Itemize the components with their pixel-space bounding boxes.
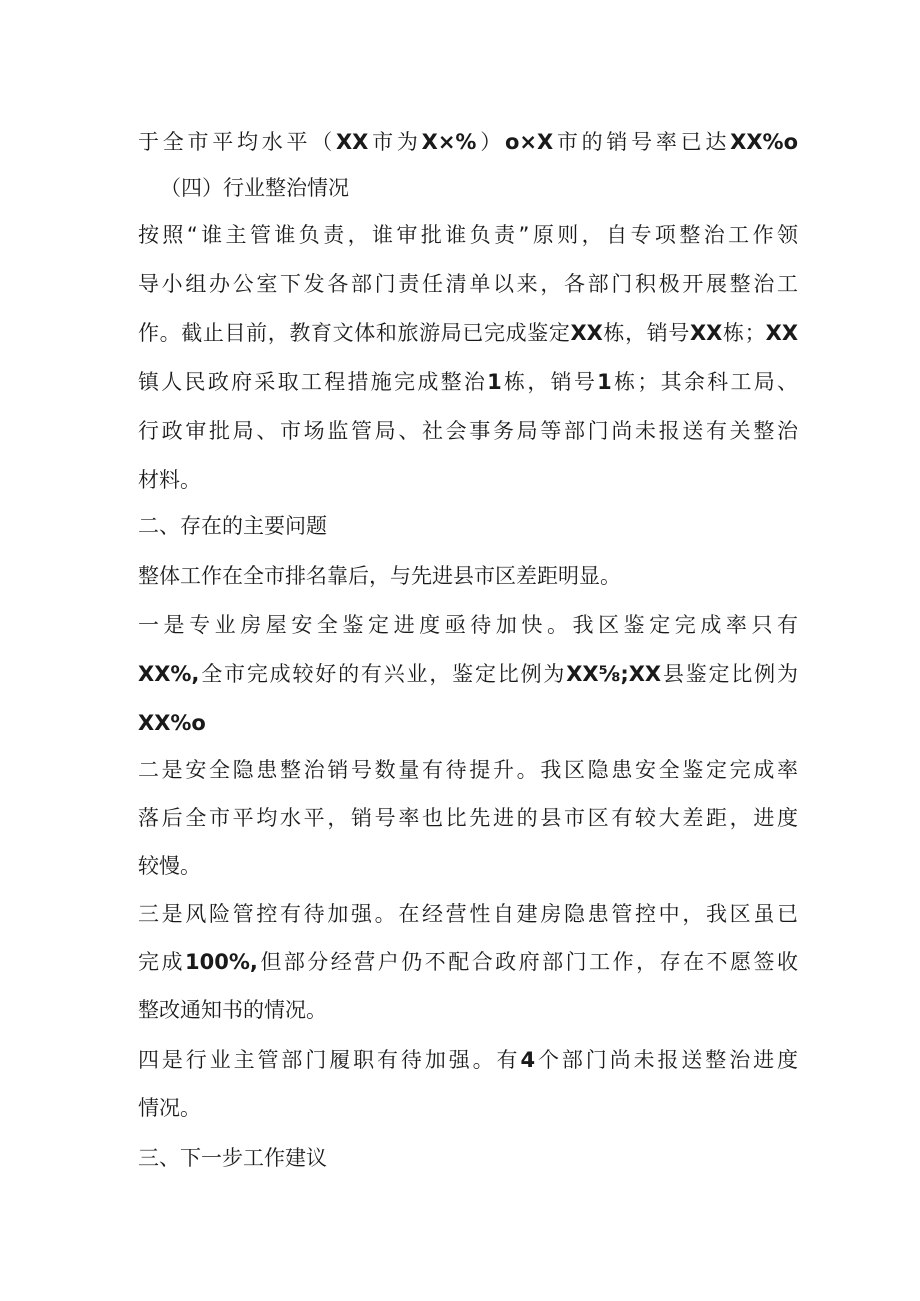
text-run-bold: 100%, bbox=[184, 950, 258, 974]
text-line bbox=[138, 269, 798, 299]
text-run: 材料。 bbox=[138, 468, 201, 492]
text-run: 三是风险管控有待加强。在经营性自建房隐患管控中，我区虽已 bbox=[138, 902, 798, 926]
text-line bbox=[138, 220, 798, 250]
text-run: 县鉴定比例为 bbox=[661, 662, 798, 686]
text-run-bold: 1 bbox=[487, 370, 502, 394]
text-run: 二、存在的主要问题 bbox=[138, 514, 327, 538]
text-run-bold: o×X bbox=[504, 130, 554, 154]
section-heading bbox=[138, 511, 798, 541]
text-run: 二是安全隐患整治销号数量有待提升。我区隐患安全鉴定完成率 bbox=[138, 758, 798, 782]
text-run: 市为 bbox=[368, 130, 422, 154]
text-run: 全市完成较好的有兴业，鉴定比例为 bbox=[199, 662, 567, 686]
text-run: 栋，销号 bbox=[602, 321, 690, 345]
text-run-bold: 1 bbox=[597, 370, 612, 394]
text-run-bold: XX bbox=[570, 321, 603, 345]
text-run: 完成 bbox=[138, 950, 185, 974]
text-line bbox=[138, 610, 798, 640]
section-heading bbox=[138, 1143, 798, 1173]
text-line bbox=[138, 1093, 798, 1123]
text-run-bold: XX bbox=[689, 321, 723, 345]
text-run-bold: XX%o bbox=[730, 130, 798, 154]
text-run: 整改通知书的情况。 bbox=[138, 998, 327, 1022]
text-run-bold: XX bbox=[765, 321, 798, 345]
text-run: 按照“谁主管谁负责，谁审批谁负责”原则，自专项整治工作领 bbox=[138, 223, 798, 247]
text-run: 整体工作在全市排名靠后，与先进县市区差距明显。 bbox=[138, 564, 621, 588]
text-line bbox=[138, 947, 798, 977]
text-run-bold: XX bbox=[335, 130, 369, 154]
text-run: 四是行业主管部门履职有待加强。有 bbox=[138, 1048, 521, 1072]
text-run-bold: 4 bbox=[520, 1048, 536, 1072]
text-line bbox=[138, 851, 798, 881]
text-run-bold: X×% bbox=[421, 130, 477, 154]
text-run: （四）行业整治情况 bbox=[160, 176, 349, 200]
text-run: 镇人民政府采取工程措施完成整治 bbox=[138, 370, 488, 394]
text-run: 市的销号率已达 bbox=[553, 130, 731, 154]
text-run: 导小组办公室下发各部门责任清单以来，各部门积极开展整治工 bbox=[138, 272, 798, 296]
text-line bbox=[138, 367, 798, 397]
text-run-bold: XX%, bbox=[138, 662, 200, 686]
text-run: 栋； bbox=[722, 321, 766, 345]
text-run: 但部分经营户仍不配合政府部门工作，存在不愿签收 bbox=[257, 950, 798, 974]
text-run: 一是专业房屋安全鉴定进度亟待加快。我区鉴定完成率只有 bbox=[138, 613, 798, 637]
text-run: ） bbox=[476, 130, 505, 154]
text-run: 落后全市平均水平，销号率也比先进的县市区有较大差距，进度 bbox=[138, 806, 798, 830]
text-line bbox=[138, 995, 798, 1025]
text-run: 栋；其余科工局、 bbox=[611, 370, 798, 394]
text-run-bold: XX⅝;XX bbox=[566, 662, 662, 686]
text-line bbox=[138, 416, 798, 446]
text-line bbox=[138, 465, 798, 495]
text-run: 作。截止目前，教育文体和旅游局已完成鉴定 bbox=[138, 321, 571, 345]
text-run: 行政审批局、市场监管局、社会事务局等部门尚未报送有关整治 bbox=[138, 419, 798, 443]
text-line bbox=[138, 1045, 798, 1075]
text-run: 于全市平均水平（ bbox=[138, 130, 336, 154]
text-line bbox=[138, 127, 798, 157]
text-run: 情况。 bbox=[138, 1096, 201, 1120]
text-line bbox=[138, 899, 798, 929]
text-run-bold: XX%o bbox=[138, 711, 206, 735]
text-run: 三、下一步工作建议 bbox=[138, 1146, 327, 1170]
text-line bbox=[138, 803, 798, 833]
text-run: 较慢。 bbox=[138, 854, 201, 878]
text-line bbox=[138, 755, 798, 785]
text-line bbox=[138, 659, 798, 689]
text-line bbox=[138, 708, 798, 738]
text-line bbox=[138, 561, 798, 591]
text-run: 栋，销号 bbox=[501, 370, 598, 394]
text-line bbox=[138, 318, 798, 348]
text-run: 个部门尚未报送整治进度 bbox=[535, 1048, 798, 1072]
section-heading bbox=[160, 173, 820, 203]
